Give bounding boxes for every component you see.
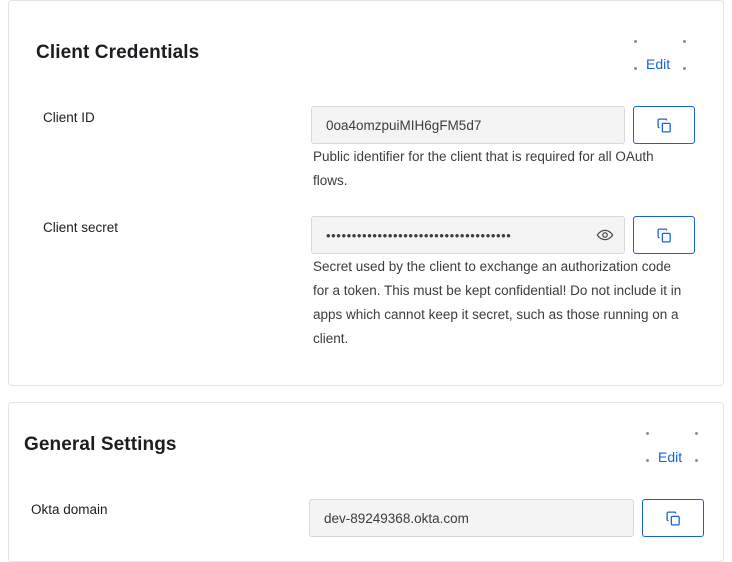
client-id-help-text: Public identifier for the client that is required for all OAuth flows. [313, 149, 654, 188]
eye-icon[interactable] [596, 226, 614, 244]
client-id-label: Client ID [43, 110, 95, 125]
copy-okta-domain-button[interactable] [642, 499, 704, 537]
okta-domain-value: dev-89249368.okta.com [324, 510, 469, 526]
client-secret-value: •••••••••••••••••••••••••••••••••••• [326, 227, 512, 243]
copy-icon [656, 117, 673, 134]
general-settings-card [8, 402, 724, 562]
client-secret-help-text: Secret used by the client to exchange an authorization code for a token. This must be kept confidential! Do not include it in apps which cannot keep it secret, such as those running on a client. [313, 259, 682, 346]
client-id-input[interactable] [311, 106, 625, 144]
client-id-value: 0oa4omzpuiMIH6gFM5d7 [326, 117, 482, 133]
edit-general-settings-button[interactable]: Edit [658, 449, 683, 465]
okta-domain-row [309, 499, 704, 537]
general-settings-title: General Settings [24, 434, 177, 455]
copy-client-id-button[interactable] [633, 106, 695, 144]
client-id-row [311, 106, 695, 144]
client-credentials-title: Client Credentials [36, 42, 200, 63]
okta-domain-input[interactable] [309, 499, 634, 537]
client-secret-input[interactable] [311, 216, 625, 254]
copy-icon [656, 227, 673, 244]
copy-icon [665, 510, 682, 527]
client-secret-row [311, 216, 695, 254]
copy-client-secret-button[interactable] [633, 216, 695, 254]
edit-credentials-button[interactable]: Edit [646, 56, 671, 72]
okta-domain-label: Okta domain [31, 502, 108, 517]
client-secret-label: Client secret [43, 220, 119, 235]
